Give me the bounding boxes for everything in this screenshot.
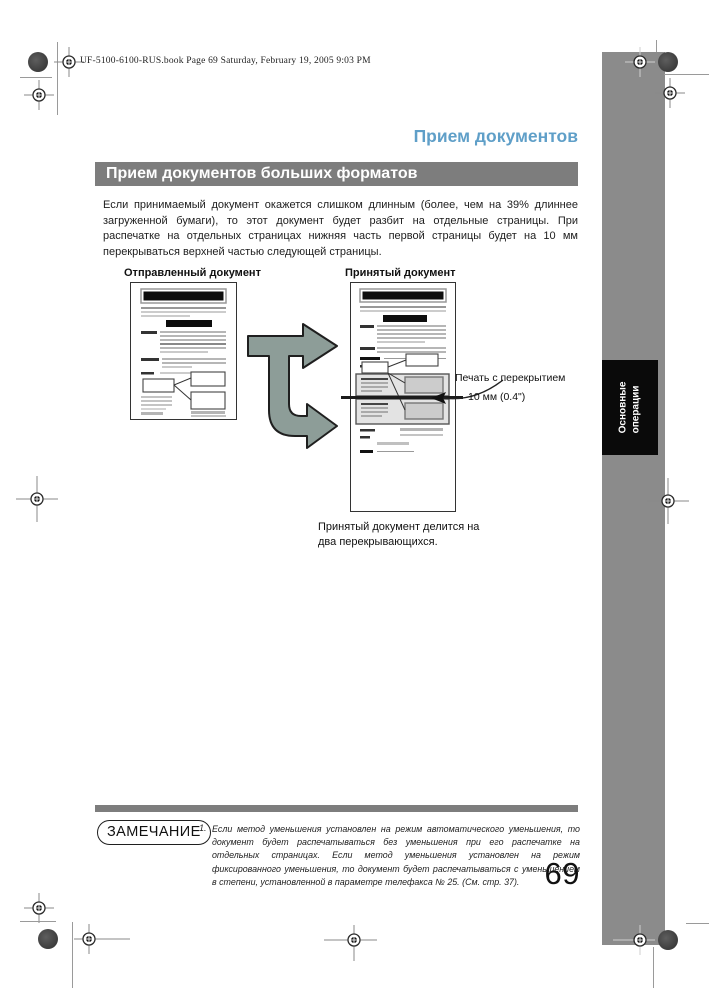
print-job-header: UF-5100-6100-RUS.book Page 69 Saturday, February 19, 2005 9:03 PM xyxy=(80,56,371,66)
crop-line xyxy=(686,923,709,924)
registration-crosshair-icon xyxy=(339,925,369,955)
crop-line xyxy=(656,40,657,52)
registration-crosshair-icon xyxy=(74,924,104,954)
crop-line xyxy=(20,921,56,922)
received-document-caption xyxy=(318,520,479,550)
crop-line xyxy=(653,947,654,988)
caption-line2: два перекрывающихся. xyxy=(318,536,438,548)
registration-crosshair-icon xyxy=(625,925,655,955)
note-text: Если метод уменьшения установлен на режим автоматического уменьшения, то документ будет распечатываться без уменьшения при его распечатке на отдельных страницах. Если метод уменьшения установлен на режим фиксированного уменьшения, то документ будет распечатываться с уменьшением в степени, установленной в параметре телефакса № 25. (См. стр. 37). xyxy=(212,824,580,887)
footer-divider-bar xyxy=(95,805,578,812)
body-paragraph: Если принимаемый документ окажется слишком длинным (более, чем на 39% длиннее загруженной бумаги), то этот документ будет разбит на отдельные страницы. При распечатке на отдельных страницах нижняя часть первой страницы будет на 10 мм перекрываться верхней частью следующей страницы. xyxy=(103,199,578,258)
section-tab-label-line2: операции xyxy=(630,385,641,434)
crop-line xyxy=(20,77,52,78)
registration-crosshair-icon xyxy=(24,80,54,110)
note-item-number: 1. xyxy=(199,823,207,833)
overlap-label-line1: Печать с перекрытием xyxy=(455,372,566,384)
registration-crosshair-icon xyxy=(625,47,655,77)
received-document-label: Принятый документ xyxy=(345,267,456,279)
sent-document-thumbnail xyxy=(130,282,237,420)
registration-crosshair-icon xyxy=(24,893,54,923)
sent-document-graphic xyxy=(130,282,237,420)
sent-document-label: Отправленный документ xyxy=(124,267,261,279)
section-tab-label-line1: Основные xyxy=(617,381,629,434)
split-flow-arrow-icon xyxy=(243,316,343,456)
registration-crosshair-icon xyxy=(22,484,52,514)
section-tab-basic-operations xyxy=(602,360,658,455)
note-badge: ЗАМЕЧАНИЕ xyxy=(97,820,211,845)
registration-dot xyxy=(658,930,678,950)
caption-line1: Принятый документ делится на xyxy=(318,521,480,533)
registration-dot xyxy=(658,52,678,72)
crop-line xyxy=(664,74,709,75)
crop-line xyxy=(72,922,73,988)
registration-dot xyxy=(38,929,58,949)
subsection-banner: Прием документов больших форматов xyxy=(95,162,578,186)
section-title: Прием документов xyxy=(413,126,578,146)
page-number: 69 xyxy=(544,856,580,891)
registration-crosshair-icon xyxy=(653,486,683,516)
overlap-label-line2: 10 мм (0.4") xyxy=(468,391,526,403)
registration-crosshair-icon xyxy=(655,78,685,108)
registration-dot xyxy=(28,52,48,72)
